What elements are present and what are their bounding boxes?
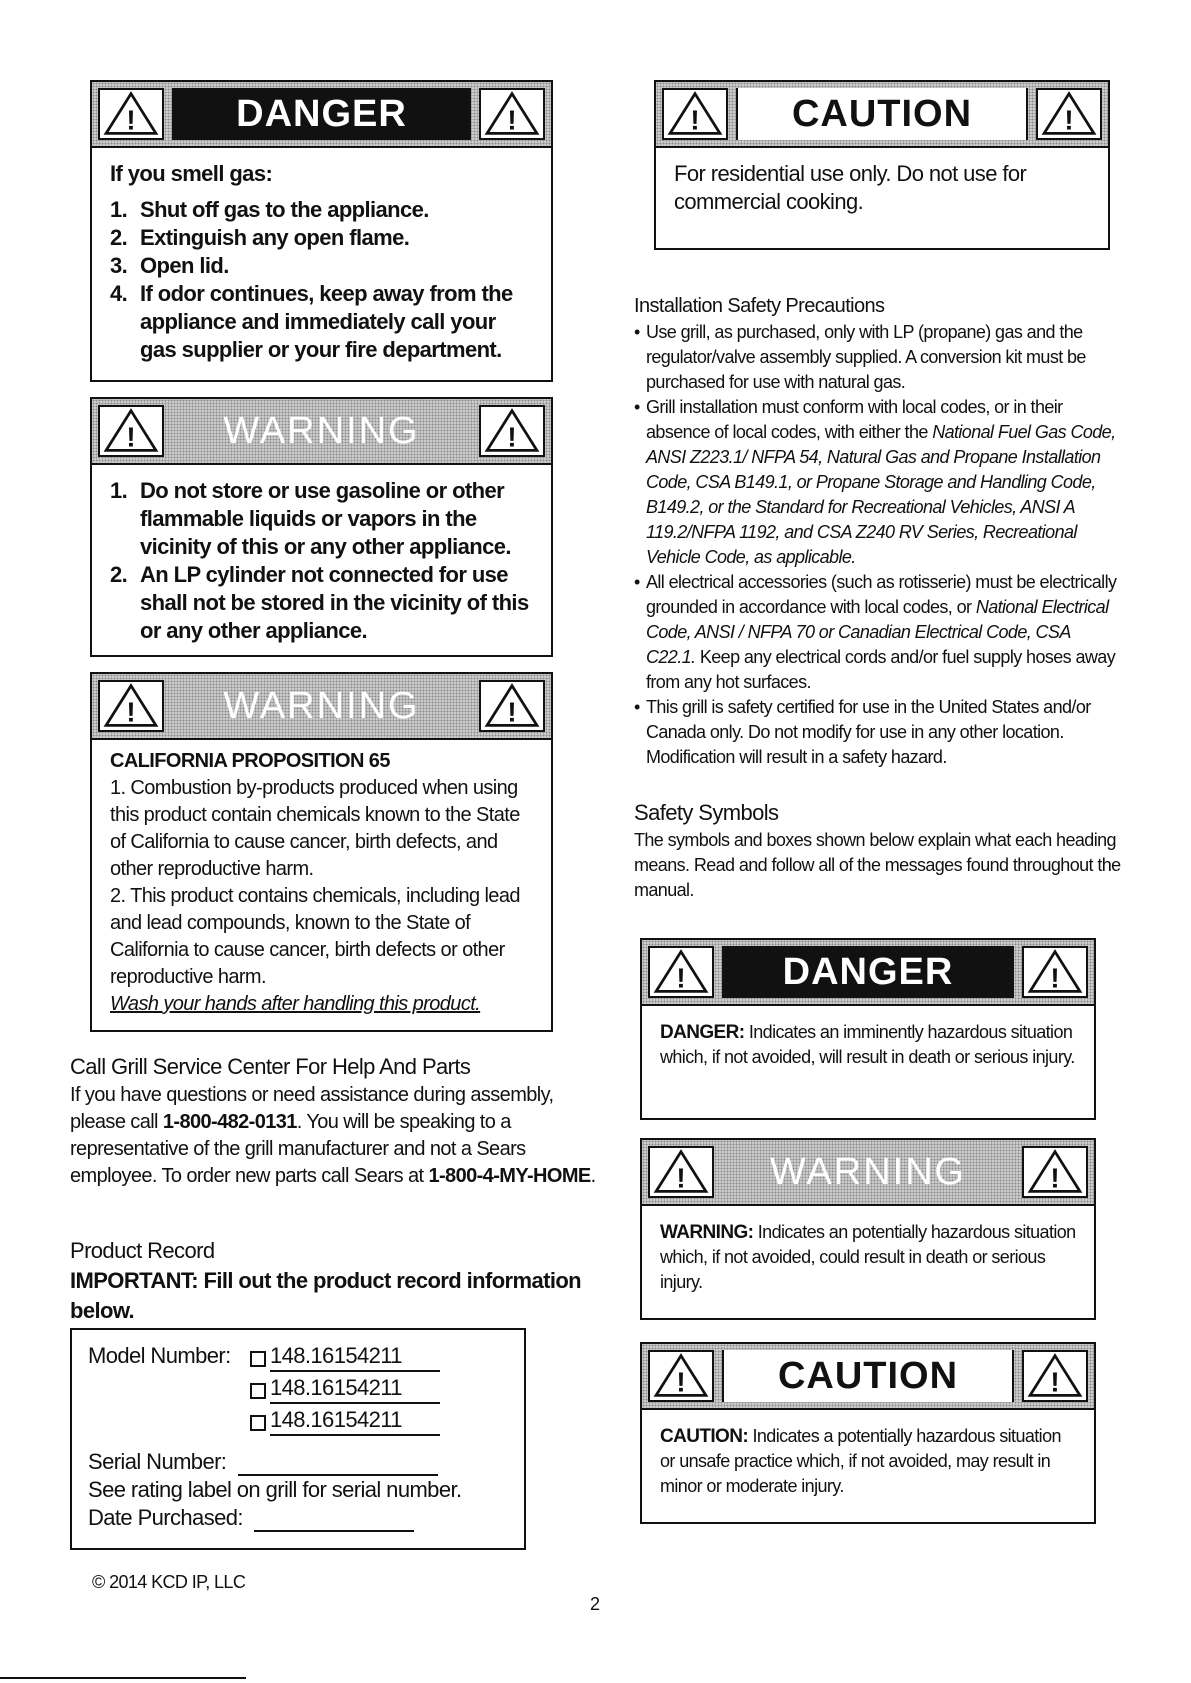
svg-text:!: ! [126, 696, 136, 728]
caution-title: CAUTION [777, 1355, 959, 1397]
phone-sears: 1-800-4-MY-HOME [428, 1165, 591, 1187]
warning-triangle-icon [662, 88, 728, 140]
service-section [70, 1052, 600, 1190]
model-number-value: 148.16154211 [270, 1374, 440, 1404]
list-item: 2. Extinguish any open flame. [110, 225, 410, 250]
page-number: 2 [590, 1594, 601, 1614]
warning-title: WARNING [223, 410, 420, 452]
product-record-box [70, 1328, 526, 1550]
warning-triangle-icon [648, 946, 714, 998]
model-checkbox[interactable] [250, 1351, 266, 1367]
list-item: 3. Open lid. [110, 253, 229, 278]
warning-triangle-icon [1022, 1350, 1088, 1402]
warning-triangle-icon [479, 405, 545, 457]
warning-header [92, 674, 551, 740]
svg-text:!: ! [676, 962, 686, 994]
svg-text:!: ! [126, 421, 136, 453]
service-heading: Call Grill Service Center For Help And Parts [70, 1054, 471, 1079]
serial-number-field[interactable] [238, 1450, 438, 1476]
date-purchased-row [88, 1504, 508, 1532]
model-number-value: 148.16154211 [270, 1406, 440, 1436]
legend-caution-box [640, 1342, 1096, 1524]
legend-warning-text: WARNING: Indicates an potentially hazardous situation which, if not avoided, could result in death or serious injury. [660, 1222, 1076, 1292]
prop65-title: CALIFORNIA PROPOSITION 65 [110, 750, 390, 772]
caution-title: CAUTION [791, 93, 973, 135]
serial-number-row [88, 1448, 508, 1476]
warning-triangle-icon [648, 1146, 714, 1198]
danger-box [90, 80, 553, 382]
warning-triangle-icon [1022, 1146, 1088, 1198]
svg-text:!: ! [126, 104, 136, 136]
warning-title: WARNING [769, 1151, 967, 1193]
danger-intro: If you smell gas: [110, 161, 273, 186]
warning-triangle-icon [479, 680, 545, 732]
safety-symbols-text: The symbols and boxes shown below explain what each heading means. Read and follow all of the messages found throughout the manual. [634, 830, 1121, 900]
warning-title: WARNING [223, 685, 420, 727]
caution-header [656, 82, 1108, 148]
model-number-value: 148.16154211 [270, 1342, 440, 1372]
danger-title: DANGER [172, 88, 471, 140]
prop65-paragraph-1: 1. Combustion by-products produced when using this product contain chemicals known to the State of California to cause cancer, birth defects, and other reproductive harm. [110, 777, 520, 880]
svg-text:!: ! [690, 104, 700, 136]
prop65-paragraph-2: 2. This product contains chemicals, including lead and lead compounds, known to the State of California to cause cancer, birth defects or other reproductive harm. [110, 885, 520, 988]
safety-symbols-section [634, 798, 1122, 903]
model-checkbox[interactable] [250, 1415, 266, 1431]
warning-triangle-icon [1022, 946, 1088, 998]
scan-edge-line [0, 1677, 246, 1679]
list-item: • This grill is safety certified for use in the United States and/or Canada only. Do not modify for use in any other location. Modification will result in a safety hazard. [634, 695, 1122, 770]
list-item: • Use grill, as purchased, only with LP (propane) gas and the regulator/valve assembly supplied. A conversion kit must be purchased for use with natural gas. [634, 320, 1122, 395]
wash-hands-note: Wash your hands after handling this product. [110, 993, 481, 1015]
serial-number-label: Serial Number: [88, 1449, 227, 1474]
list-item: • All electrical accessories (such as rotisserie) must be electrically grounded in accordance with local codes, or National Electrical Code, ANSI / NFPA 70 or Canadian Electrical Code, CSA C22.1. Keep any electrical cords and/or fuel supply hoses away from any hot surfaces. [634, 570, 1122, 695]
warning-header [92, 399, 551, 465]
service-text: If you have questions or need assistance during assembly, please call 1-800-482-0131. You will be speaking to a representative of the grill manufacturer and not a Sears employee. To order new parts call Sears at 1-800-4-MY-HOME. [70, 1084, 596, 1187]
svg-text:!: ! [676, 1162, 686, 1194]
svg-text:!: ! [1050, 1162, 1060, 1194]
warning-triangle-icon [98, 405, 164, 457]
svg-text:!: ! [676, 1366, 686, 1398]
caution-header [642, 1344, 1094, 1410]
danger-header [642, 940, 1094, 1006]
warning-triangle-icon [98, 88, 164, 140]
model-number-row [88, 1342, 508, 1370]
svg-text:!: ! [1050, 962, 1060, 994]
svg-text:!: ! [507, 696, 517, 728]
legend-caution-text: CAUTION: Indicates a potentially hazardous situation or unsafe practice which, if not avoided, may result in minor or moderate injury. [660, 1426, 1061, 1496]
caution-text: For residential use only. Do not use for commercial cooking. [674, 161, 1027, 214]
installation-heading: Installation Safety Precautions [634, 295, 885, 317]
product-record-section [70, 1236, 590, 1326]
svg-text:!: ! [1050, 1366, 1060, 1398]
list-item: 2. An LP cylinder not connected for use shall not be stored in the vicinity of this or any other appliance. [110, 562, 529, 643]
caution-box-residential [654, 80, 1110, 250]
installation-section [634, 292, 1122, 770]
warning-box-flammables [90, 397, 553, 657]
model-number-label: Model Number: [88, 1343, 231, 1368]
warning-header [642, 1140, 1094, 1206]
svg-text:!: ! [1064, 104, 1074, 136]
serial-number-note: See rating label on grill for serial number. [88, 1477, 462, 1502]
warning-triangle-icon [479, 88, 545, 140]
list-item: 1. Shut off gas to the appliance. [110, 197, 429, 222]
warning-triangle-icon [98, 680, 164, 732]
date-purchased-field[interactable] [254, 1506, 414, 1532]
warning-triangle-icon [648, 1350, 714, 1402]
legend-danger-text: DANGER: Indicates an imminently hazardous situation which, if not avoided, will result in death or serious injury. [660, 1022, 1075, 1067]
legend-danger-box [640, 938, 1096, 1120]
copyright: © 2014 KCD IP, LLC [92, 1572, 246, 1592]
warning-triangle-icon [1036, 88, 1102, 140]
list-item: 4. If odor continues, keep away from the appliance and immediately call your gas supplier or your fire department. [110, 281, 513, 362]
safety-symbols-heading: Safety Symbols [634, 800, 779, 825]
product-record-important: IMPORTANT: Fill out the product record information below. [70, 1268, 582, 1323]
danger-body [92, 148, 551, 372]
model-checkbox[interactable] [250, 1383, 266, 1399]
date-purchased-label: Date Purchased: [88, 1505, 243, 1530]
phone-grill-service: 1-800-482-0131 [162, 1111, 297, 1133]
list-item: 1. Do not store or use gasoline or other flammable liquids or vapors in the vicinity of this or any other appliance. [110, 478, 511, 559]
product-record-heading: Product Record [70, 1238, 215, 1263]
danger-title: DANGER [722, 946, 1014, 998]
warning-box-prop65 [90, 672, 553, 1032]
list-item: • Grill installation must conform with local codes, or in their absence of local codes, with either the National Fuel Gas Code, ANSI Z223.1/ NFPA 54, Natural Gas and Propane Installation Code, CSA B149.1, or Propane Storage and Handling Code, B149.2, or the Standard for Recreational Vehicles, ANSI A 119.2/NFPA 1192, and CSA Z240 RV Series, Recreational Vehicle Code, as applicable. [634, 395, 1122, 570]
legend-warning-box [640, 1138, 1096, 1320]
svg-text:!: ! [507, 421, 517, 453]
svg-text:!: ! [507, 104, 517, 136]
danger-header [92, 82, 551, 148]
